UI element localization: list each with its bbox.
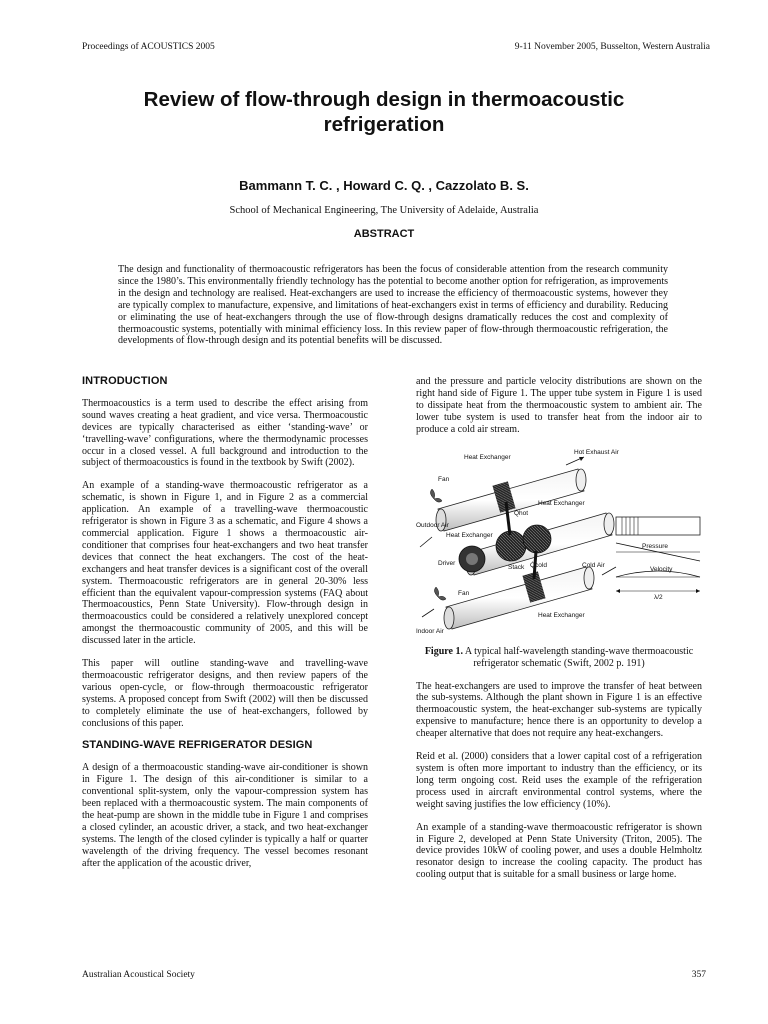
label-fan: Fan [438, 475, 450, 483]
paragraph: This paper will outline standing-wave and travelling-wave thermoacoustic refrigerator designs, and then review papers of the various open-cycle, or flow-through thermoacoustic refrigerator systems. A proposed concept from Swift (2002) will then be discussed to completely eliminate the use of heat-exchangers, followed by conclusions of this paper. [82, 658, 368, 729]
paragraph: Thermoacoustics is a term used to describe the effect arising from sound waves creating a heat gradient, and vice versa. Thermoacoustic devices are typically characterised as either ‘standing-wave’ or ‘travelling-wave’ configurations, where the thermodynamic processes occur in a closed vessel. A full background and introduction to the subject of thermoacoustics is found in the textbook by Swift (2002). [82, 397, 368, 469]
label-velocity: Velocity [650, 565, 673, 573]
right-column [416, 376, 702, 892]
figure-1-schematic [416, 447, 702, 642]
left-column [82, 376, 368, 881]
label-pressure: Pressure [642, 542, 669, 550]
section-heading-introduction: INTRODUCTION [82, 375, 168, 387]
affiliation: School of Mechanical Engineering, The University of Adelaide, Australia [229, 205, 539, 216]
wave-distribution-diagram [616, 517, 700, 593]
lower-tube [444, 567, 594, 629]
label-half-wavelength: λ/2 [654, 593, 663, 601]
label-stack: Stack [508, 563, 525, 571]
label-driver: Driver [438, 559, 456, 567]
paper-title: Review of flow-through design in thermoacoustic refrigeration [143, 88, 625, 136]
label-q-cold: Q̇cold [530, 561, 547, 569]
paragraph: An example of a standing-wave thermoacoustic refrigerator is shown in Figure 2, developed at Penn State University (Triton, 2005). The device provides 10kW of cooling power, and uses a double Helmholtz resonator design to increase the cooling capacity. The product has cooling output that is suitable for a small business or large home. [416, 821, 702, 881]
label-heat-exchanger: Heat Exchanger [446, 531, 493, 539]
section-heading-standing-wave: STANDING-WAVE REFRIGERATOR DESIGN [82, 739, 313, 752]
paragraph: An example of a standing-wave thermoacoustic refrigerator as a schematic, is shown in Figure 1, and in Figure 2 as a commercial application. An example of a travelling-wave thermoacoustic refrigerator is shown in Figure 3 as a schematic, and Figure 4 shows a commercial application. Figure 1 shows a thermoacoustic air-conditioner that comprises four heat-exchangers and two heat transfer devices that connect the heat exchangers. The cost of the heat-exchangers and heat transfer devices is a significant cost of the overall system. Thermoacoustic refrigerators are in general 20-30% less efficient than the equivalent vapour-compression systems (FAQ about Thermoacoustics, Penn State University). Flow-through design in thermoacoustics could be considered a relatively unexplored concept amongst the thermoacoustic community of 2005, and this will be discussed later in the article. [82, 480, 368, 647]
paragraph: The heat-exchangers are used to improve the transfer of heat between the sub-systems. Although the plant shown in Figure 1 is an effective thermoacoustic system, the heat-exchanger sub-systems are typically expensive to manufacture; hence there is an opportunity to develop a cheaper alternative that does not require any heat-exchangers. [416, 680, 702, 740]
abstract-heading: ABSTRACT [353, 228, 415, 240]
label-indoor-air: Indoor Air [416, 627, 444, 635]
footer-society: Australian Acoustical Society [82, 970, 195, 980]
label-cold-air: Cold Air [582, 561, 605, 569]
figure-caption-label: Figure 1. [424, 645, 463, 657]
label-heat-exchanger: Heat Exchanger [464, 453, 511, 461]
stack-icon [496, 531, 526, 561]
label-heat-exchanger: Heat Exchanger [538, 499, 585, 507]
running-header-left: Proceedings of ACOUSTICS 2005 [82, 42, 215, 52]
label-fan: Fan [458, 589, 470, 597]
abstract-text: The design and functionality of thermoacoustic refrigerators has been the focus of considerable attention from the research community since the 1980’s. This environmentally friendly technology has the potential to become another option for refrigeration, as improvements in the design and technology are realised. Heat-exchangers are used to increase the efficiency of thermoacoustic systems, however they are typically complex to manufacture, expensive, and limitations of heat-exchangers exist in terms of efficiency and durability. Reducing or eliminating the use of heat-exchangers through the use of flow-through designs dramatically reduces the cost and complexity of thermoacoustic systems, potentially with minimal efficiency loss. In this review paper of flow-through thermoacoustic refrigeration, the developments of flow-through design and its potential benefits will be discussed. [118, 264, 668, 347]
running-header-right: 9-11 November 2005, Busselton, Western Australia [514, 42, 710, 52]
figure-caption-text: A typical half-wavelength standing-wave thermoacoustic refrigerator schematic (Swift, 2002 p. 191) [464, 645, 694, 669]
page-number: 357 [691, 970, 706, 980]
label-hot-exhaust-air: Hot Exhaust Air [574, 448, 619, 456]
author-list: Bammann T. C. , Howard C. Q. , Cazzolato B. S. [239, 178, 529, 193]
paragraph: Reid et al. (2000) considers that a lower capital cost of a refrigeration system is often more important to industry than the efficiency, or its long term ongoing cost. Reid uses the example of the refrigeration process used in aircraft environmental control systems, where the weight saving justifies the low efficiency (10%). [416, 751, 702, 810]
label-q-hot: Q̇hot [514, 509, 529, 517]
paragraph: A design of a thermoacoustic standing-wave air-conditioner is shown in Figure 1. The design of this air-conditioner is similar to a conventional split-system, only the vapour-compression system has been replaced with a thermoacoustic system. The main components of the heat-pump are shown in the middle tube in Figure 1 and comprises a closed cylinder, an acoustic driver, a stack, and two heat-exchanger systems. The length of the closed cylinder is typically a half or quarter wavelength of the driving frequency. The vessel becomes resonant after the application of the acoustic driver, [82, 762, 368, 869]
label-outdoor-air: Outdoor Air [416, 521, 449, 529]
label-heat-exchanger: Heat Exchanger [538, 611, 585, 619]
paragraph: and the pressure and particle velocity distributions are shown on the right hand side of Figure 1. The upper tube system in Figure 1 is used to dissipate heat from the thermoacoustic system to ambient air. The lower tube system is used to transfer heat from the indoor air to produce a cold air stream. [416, 376, 702, 435]
fan-icon [434, 587, 446, 600]
fan-icon [430, 489, 442, 502]
figure-caption [416, 646, 702, 670]
